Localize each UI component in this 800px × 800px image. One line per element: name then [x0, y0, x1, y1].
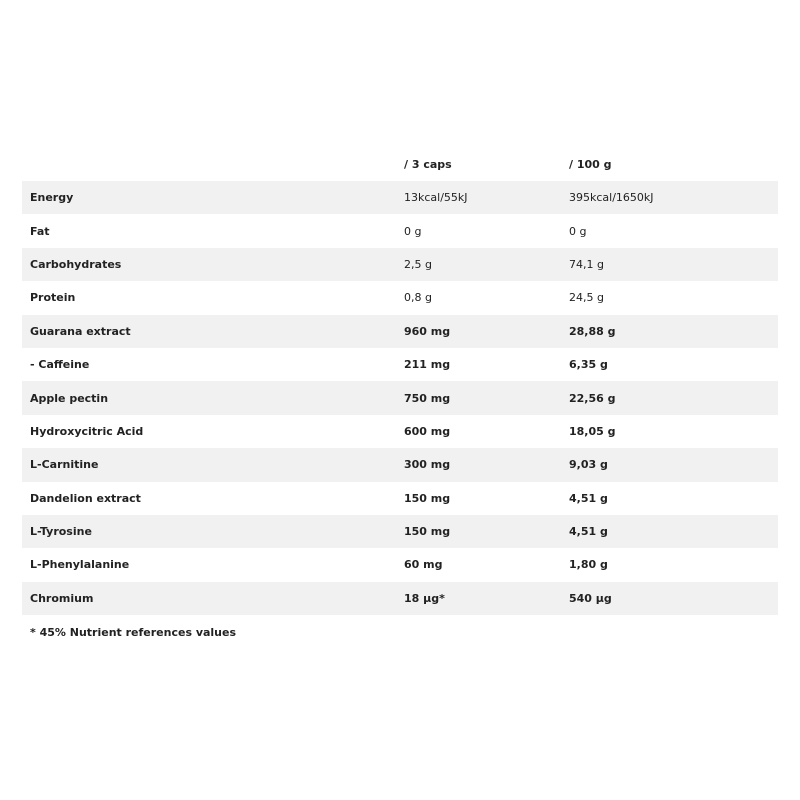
per-100g-value: 22,56 g [569, 381, 778, 414]
header-per-serving: / 3 caps [404, 158, 452, 171]
table-row [22, 482, 778, 515]
per-serving-value: 750 mg [404, 381, 569, 414]
table-header-row [22, 148, 778, 181]
nutrient-name: L-Phenylalanine [30, 558, 130, 572]
table-row [22, 515, 778, 548]
per-serving-value: 2,5 g [404, 248, 569, 281]
header-per-100g: / 100 g [569, 158, 612, 171]
per-serving-value: 150 mg [404, 491, 451, 505]
per-serving-value: 150 mg [404, 515, 569, 548]
nutrient-name: Fat [30, 224, 50, 238]
per-100g-value: 1,80 g [569, 558, 608, 572]
per-100g-value: 4,51 g [569, 515, 778, 548]
per-serving-value: 0,8 g [404, 291, 432, 305]
table-row [22, 315, 778, 348]
nutrient-name: - Caffeine [30, 358, 90, 372]
nutrition-facts [22, 148, 778, 639]
per-100g-value: 4,51 g [569, 491, 608, 505]
per-serving-value: 600 mg [404, 424, 451, 438]
header-nutrient [22, 148, 404, 181]
table-row [22, 181, 778, 214]
per-serving-value: 0 g [404, 224, 422, 238]
per-serving-value: 300 mg [404, 448, 569, 481]
nutrient-name: Hydroxycitric Acid [30, 424, 144, 438]
nutrient-name: Dandelion extract [30, 491, 141, 505]
per-serving-value: 211 mg [404, 358, 451, 372]
nutrient-name: Protein [30, 291, 76, 305]
per-100g-value: 395kcal/1650kJ [569, 181, 778, 214]
footnote: * 45% Nutrient references values [30, 626, 237, 640]
per-100g-value: 6,35 g [569, 358, 608, 372]
table-row [22, 248, 778, 281]
nutrient-name: Guarana extract [22, 315, 404, 348]
per-serving-value: 13kcal/55kJ [404, 181, 569, 214]
table-row [22, 582, 778, 615]
per-100g-value: 24,5 g [569, 291, 604, 305]
nutrient-name: Apple pectin [22, 381, 404, 414]
table-row [22, 448, 778, 481]
table-row [22, 381, 778, 414]
per-serving-value: 960 mg [404, 315, 569, 348]
per-100g-value: 28,88 g [569, 315, 778, 348]
per-serving-value: 18 µg* [404, 582, 569, 615]
nutrition-table [22, 148, 778, 615]
nutrient-name: Energy [22, 181, 404, 214]
per-100g-value: 9,03 g [569, 448, 778, 481]
per-100g-value: 0 g [569, 224, 587, 238]
per-100g-value: 74,1 g [569, 248, 778, 281]
per-100g-value: 18,05 g [569, 424, 616, 438]
per-serving-value: 60 mg [404, 558, 443, 572]
table-row [22, 281, 778, 314]
nutrient-name: L-Carnitine [22, 448, 404, 481]
table-row [22, 415, 778, 448]
table-row [22, 214, 778, 247]
table-row [22, 548, 778, 581]
nutrient-name: Chromium [22, 582, 404, 615]
nutrient-name: L-Tyrosine [22, 515, 404, 548]
table-row [22, 348, 778, 381]
per-100g-value: 540 µg [569, 582, 778, 615]
nutrient-name: Carbohydrates [22, 248, 404, 281]
